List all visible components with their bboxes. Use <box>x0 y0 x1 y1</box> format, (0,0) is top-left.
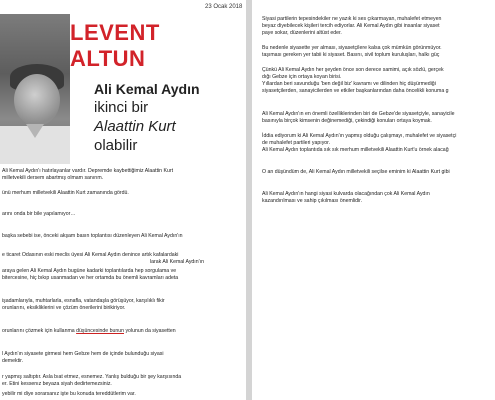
document-page-left <box>0 0 246 400</box>
headline-line-4: olabilir <box>94 137 138 154</box>
publication-date: 23 Ocak 2018 <box>205 4 243 10</box>
body-line: Yıllardan beri savunduğu 'ben değil biz' kavramı ve dilinden hiç düşürmediği <box>262 81 436 87</box>
body-line: araya gelen Ali Kemal Aydın bugüne kadarki toplantılarda hep sorgulama ve <box>2 268 177 274</box>
body-line: Ali Kemal Aydın'ın en önemli özelliklerinden biri de Gebze'de siyasetçiyle, sanayicile <box>262 111 455 117</box>
body-line: beyaz diyebilecek kişileri tercih ediyorlar. Ali Kemal Aydın gibi insanlar siyaset <box>262 23 440 29</box>
author-photo <box>0 14 70 164</box>
body-line: bitercesine, hiç bıkıp usanmadan ve her ortamda bu önemli kavramları adeta <box>2 275 179 281</box>
body-line: milletvekili dersem abartmış olmam sanırım. <box>2 175 104 181</box>
body-line: Ali Kemal Aydın toplantıda sık sık merhum milletvekili Alaattin Kurt'u örnek alacağ <box>262 147 449 153</box>
body-line: Ali Kemal Aydın'ın hangi siyasi kulvarda olacağından çok Ali Kemal Aydın <box>262 191 430 197</box>
body-line: Bu nedenle siyasette yer alması, siyasetçilere kalsa çok mümkün görünmüyor. <box>262 45 442 51</box>
headline-line-1: Ali Kemal Aydın <box>94 81 200 97</box>
body-line: dığı Gebze için ortaya koyan birisi. <box>262 74 342 80</box>
body-line: işadamlarıyla, muhtarlarla, esnafla, vatandaşla görüşüyor, karşılıklı fikir <box>2 298 165 304</box>
body-line: ünü merhum milletvekili Alaattin Kurt zamanında gördü. <box>2 190 129 196</box>
body-line: yebilir mi diye sorarsanız işte bu konuda tereddütlerim var. <box>2 391 136 397</box>
headline-line-2: ikinci bir <box>94 99 149 116</box>
body-line: l Aydın'ın siyasete girmesi hem Gebze hem de içinde bulunduğu siyasi <box>2 351 164 357</box>
author-first-name: LEVENT <box>70 20 160 45</box>
body-line: Ali Kemal Aydın'ı hatırlayanlar vardır. Depremde kaybettiğimiz Alaattin Kurt <box>2 168 174 174</box>
body-line: demektir. <box>2 358 24 364</box>
body-line: larak Ali Kemal Aydın'ın <box>150 259 204 265</box>
body-line: O an düşündüm de, Ali Kemal Aydın milletvekili seçilse eminim ki Alaattin Kurt gibi <box>262 169 450 175</box>
body-line: Siyasi partilerin tepesindekiler ne yazık ki ses çıkarmayan, muhalefet etmeyen <box>262 16 442 22</box>
body-line: paye sokar, düzenlerini altüst eder. <box>262 30 342 36</box>
body-line: kazandırılması ve sahip çıkılması önemlidir. <box>262 198 363 204</box>
underlined-phrase: düşüncesinde bunun <box>76 328 124 334</box>
body-line: r yapmış saltıptır. Asla bıat etmez, esnemez. Yanlış bulduğu bir şey karşısında <box>2 374 182 380</box>
author-last-name: ALTUN <box>70 46 146 71</box>
body-line: Çünkü Ali Kemal Aydın her şeyden önce son derece samimi, açık sözlü, gerçek <box>262 67 444 73</box>
body-line: basınıyla birçok kimsenin değinemediği, çekindiği konuları ortaya koymak. <box>262 118 432 124</box>
photo-head <box>14 74 60 126</box>
body-line: başka sebebi ise, önceki akşam basın toplantısı düzenleyen Ali Kemal Aydın'ın <box>2 233 183 239</box>
body-line: siyasetçilerden, sanayicilerden ve etkiler başkanlarından daha öncelikli konuma g <box>262 88 449 94</box>
body-line: de muhalefet partileri yapıyor. <box>262 140 331 146</box>
headline-line-3: Alaattin Kurt <box>94 118 176 135</box>
body-line: İddia ediyorum ki Ali Kemal Aydın'ın yapmış olduğu çalışmayı, muhalefet ve siyasetçi <box>262 133 457 139</box>
body-line: er. Etini kessenız beyaza siyah dedirtemezsiniz. <box>2 381 112 387</box>
body-line: orunlarını, eksikliklerini ve çözüm önerilerini birikiriyor. <box>2 305 126 311</box>
body-line: e ticaret Odasının eski meclis üyesi Ali Kemal Aydın denince artık kafalardaki <box>2 252 179 258</box>
body-line: taşıması gereken yer tabii ki siyaset. Basını, sivil toplum kuruluşları, halkı güç <box>262 52 440 58</box>
body-line: orunlarını çözmek için kullanma düşüncesinde bunun yolunun da siyasetten <box>2 328 176 334</box>
body-line-underlined <box>2 328 176 335</box>
body-line: arını onda bir bile yapılamıyor… <box>2 211 76 217</box>
